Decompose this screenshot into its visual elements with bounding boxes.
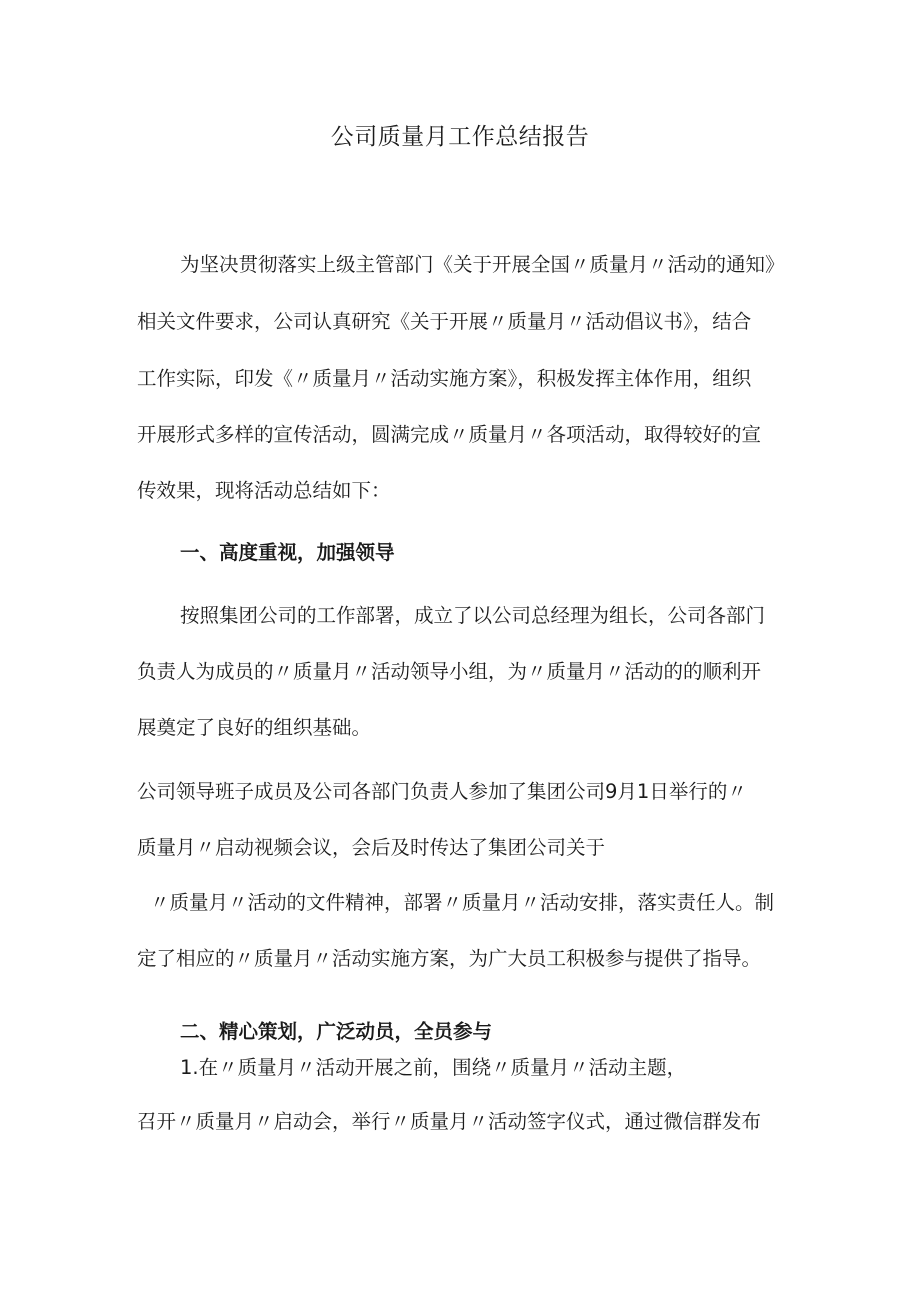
paragraph-line: 公司领导班子成员及公司各部门负责人参加了集团公司9月1日举行的〃 bbox=[137, 780, 747, 803]
paragraph-line: 负责人为成员的〃质量月〃活动领导小组，为〃质量月〃活动的的顺利开 bbox=[137, 660, 762, 683]
paragraph-line: 按照集团公司的工作部署，成立了以公司总经理为组长，公司各部门 bbox=[180, 604, 766, 627]
paragraph-line: 工作实际，印发《〃质量月〃活动实施方案》，积极发挥主体作用，组织 bbox=[137, 367, 752, 390]
section-heading: 一、高度重视，加强领导 bbox=[180, 541, 395, 564]
paragraph-line: 1.在〃质量月〃活动开展之前，围绕〃质量月〃活动主题， bbox=[180, 1056, 687, 1079]
section-heading: 二、精心策划，广泛动员，全员参与 bbox=[180, 1020, 493, 1043]
paragraph-line: 传效果，现将活动总结如下： bbox=[137, 479, 391, 502]
paragraph-line: 召开〃质量月〃启动会，举行〃质量月〃活动签字仪式，通过微信群发布 bbox=[137, 1110, 762, 1133]
paragraph-line: 开展形式多样的宣传活动，圆满完成〃质量月〃各项活动，取得较好的宣 bbox=[137, 423, 762, 446]
paragraph-line: 为坚决贯彻落实上级主管部门《关于开展全国〃质量月〃活动的通知》 bbox=[180, 253, 785, 276]
paragraph-line: 〃质量月〃活动的文件精神，部署〃质量月〃活动安排，落实责任人。制 bbox=[150, 891, 775, 914]
paragraph-line: 相关文件要求，公司认真研究《关于开展〃质量月〃活动倡议书》，结合 bbox=[137, 310, 752, 333]
paragraph-line: 定了相应的〃质量月〃活动实施方案，为广大员工积极参与提供了指导。 bbox=[137, 947, 762, 970]
paragraph-line: 质量月〃启动视频会议，会后及时传达了集团公司关于 bbox=[137, 836, 606, 859]
document-title: 公司质量月工作总结报告 bbox=[330, 124, 590, 150]
paragraph-line: 展奠定了良好的组织基础。 bbox=[137, 716, 372, 739]
